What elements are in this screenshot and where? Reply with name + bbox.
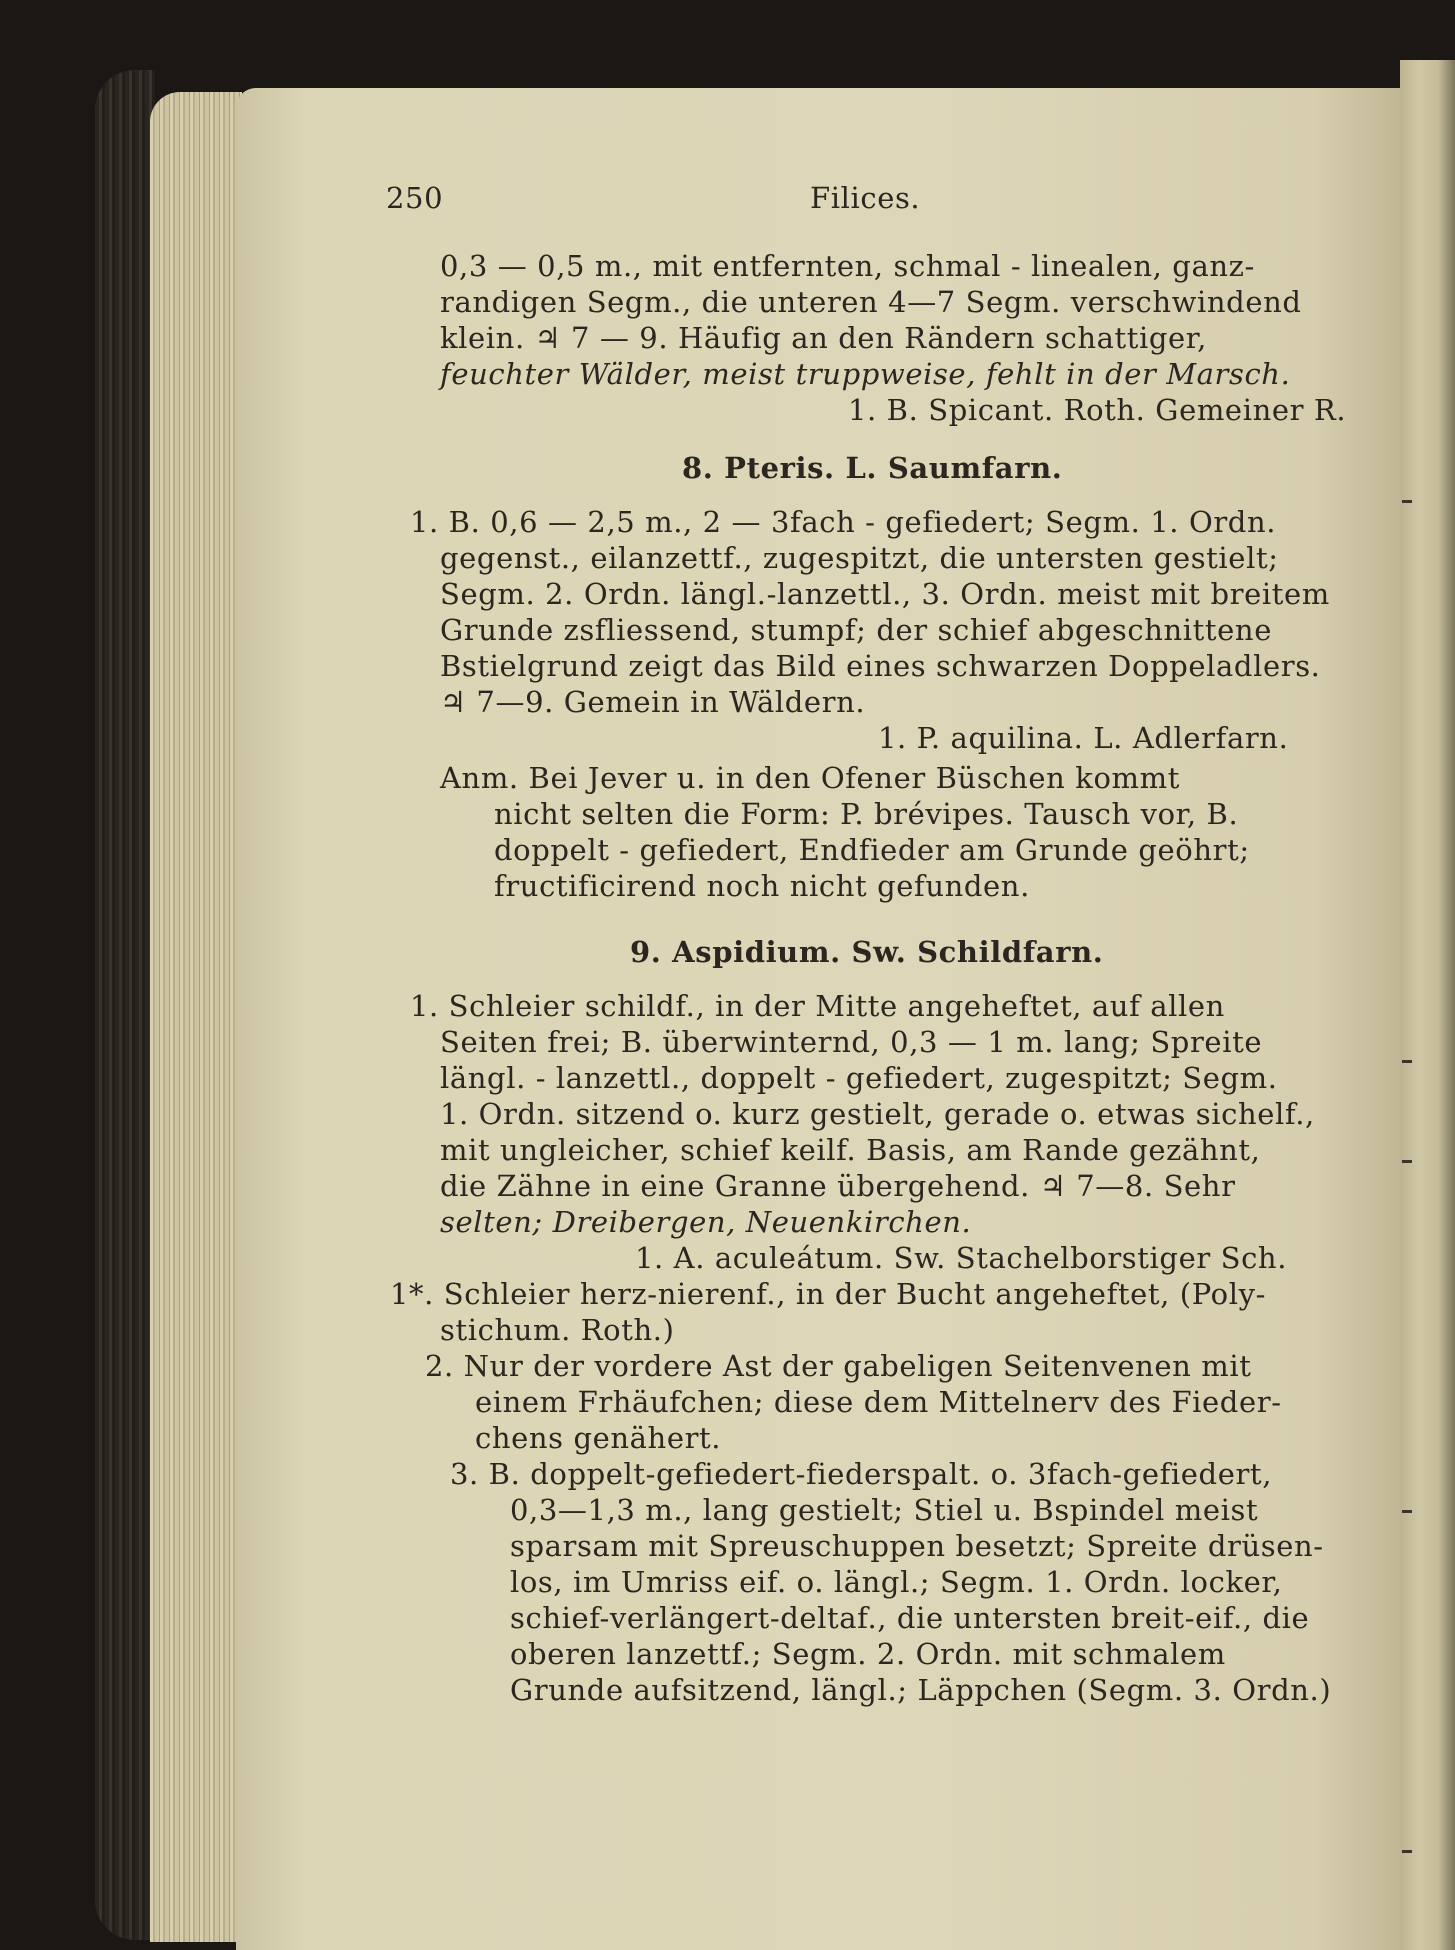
species-line: 1. P. aquilina. L. Adlerfarn. bbox=[878, 721, 1289, 755]
page-number: 250 bbox=[386, 181, 444, 215]
running-title: Filices. bbox=[810, 181, 921, 215]
text-line: randigen Segm., die unteren 4—7 Segm. verschwindend bbox=[440, 285, 1302, 319]
text-line: gegenst., eilanzettf., zugespitzt, die untersten gestielt; bbox=[440, 541, 1279, 575]
text-line: klein. ♃ 7 — 9. Häufig an den Rändern schattiger, bbox=[440, 321, 1207, 355]
facing-page-edge bbox=[1400, 60, 1455, 1950]
text-line: 3. B. doppelt-gefiedert-fiederspalt. o. 3fach-gefiedert, bbox=[450, 1457, 1273, 1491]
text-line: 0,3 — 0,5 m., mit entfernten, schmal - linealen, ganz- bbox=[440, 249, 1255, 283]
note-line: fructificirend noch nicht gefunden. bbox=[494, 869, 1030, 903]
text-line: Grunde aufsitzend, längl.; Läppchen (Segm. 3. Ordn.) bbox=[510, 1673, 1332, 1707]
text-line: 2. Nur der vordere Ast der gabeligen Seitenvenen mit bbox=[425, 1349, 1252, 1383]
text-line: Segm. 2. Ordn. längl.-lanzettl., 3. Ordn. meist mit breitem bbox=[440, 577, 1330, 611]
text-line: sparsam mit Spreuschuppen besetzt; Spreite drüsen- bbox=[510, 1529, 1324, 1563]
text-line: längl. - lanzettl., doppelt - gefiedert, zugespitzt; Segm. bbox=[440, 1061, 1278, 1095]
text-line: mit ungleicher, schief keilf. Basis, am Rande gezähnt, bbox=[440, 1133, 1261, 1167]
text-line: 1. Schleier schildf., in der Mitte angeheftet, auf allen bbox=[410, 989, 1225, 1023]
text-line: Seiten frei; B. überwinternd, 0,3 — 1 m. lang; Spreite bbox=[440, 1025, 1263, 1059]
note-line: nicht selten die Form: P. brévipes. Tausch vor, B. bbox=[494, 797, 1239, 831]
book-spine bbox=[95, 70, 155, 1940]
text-line: feuchter Wälder, meist truppweise, fehlt in der Marsch. bbox=[440, 357, 1291, 391]
note-line: doppelt - gefiedert, Endfieder am Grunde geöhrt; bbox=[494, 833, 1250, 867]
note-line: Anm. Bei Jever u. in den Ofener Büschen kommt bbox=[440, 761, 1180, 795]
text-line: 0,3—1,3 m., lang gestielt; Stiel u. Bspindel meist bbox=[510, 1493, 1259, 1527]
text-line: schief-verlängert-deltaf., die untersten breit-eif., die bbox=[510, 1601, 1310, 1635]
text-line: die Zähne in eine Granne übergehend. ♃ 7—8. Sehr bbox=[440, 1169, 1236, 1203]
text-line: 1. B. 0,6 — 2,5 m., 2 — 3fach - gefiedert; Segm. 1. Ordn. bbox=[410, 505, 1277, 539]
text-line: Grunde zsfliessend, stumpf; der schief abgeschnittene bbox=[440, 613, 1272, 647]
text-line: ♃ 7—9. Gemein in Wäldern. bbox=[440, 685, 866, 719]
text-line: Bstielgrund zeigt das Bild eines schwarzen Doppeladlers. bbox=[440, 649, 1321, 683]
genus-heading: 8. Pteris. L. Saumfarn. bbox=[682, 451, 1063, 485]
text-line: selten; Dreibergen, Neuenkirchen. bbox=[440, 1205, 972, 1239]
text-line: los, im Umriss eif. o. längl.; Segm. 1. Ordn. locker, bbox=[510, 1565, 1283, 1599]
text-line: 1*. Schleier herz-nierenf., in der Bucht angeheftet, (Poly- bbox=[390, 1277, 1266, 1311]
genus-heading: 9. Aspidium. Sw. Schildfarn. bbox=[630, 935, 1104, 969]
text-line: stichum. Roth.) bbox=[440, 1313, 675, 1347]
text-line: chens genähert. bbox=[475, 1421, 722, 1455]
page-edges bbox=[150, 92, 242, 1942]
text-line: oberen lanzettf.; Segm. 2. Ordn. mit schmalem bbox=[510, 1637, 1226, 1671]
species-line: 1. A. aculeátum. Sw. Stachelborstiger Sch. bbox=[635, 1241, 1288, 1275]
species-line: 1. B. Spicant. Roth. Gemeiner R. bbox=[848, 393, 1347, 427]
text-line: 1. Ordn. sitzend o. kurz gestielt, gerade o. etwas sichelf., bbox=[440, 1097, 1315, 1131]
text-line: einem Frhäufchen; diese dem Mittelnerv des Fieder- bbox=[475, 1385, 1282, 1419]
